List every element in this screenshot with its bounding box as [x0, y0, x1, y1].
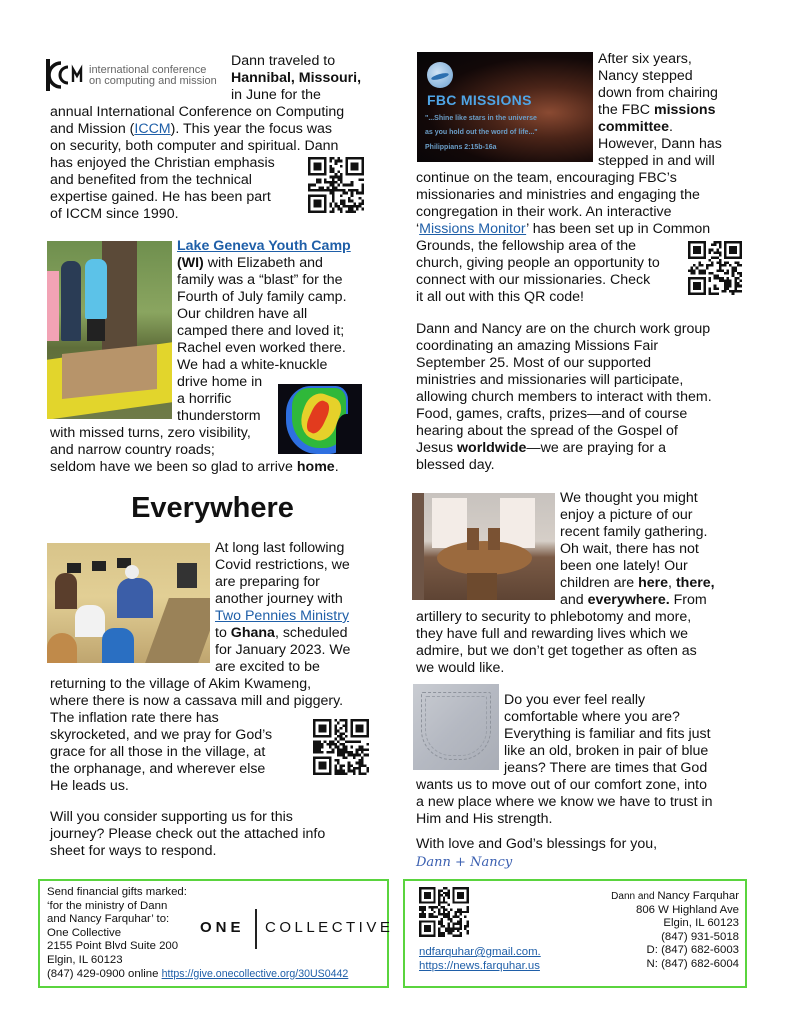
ghana-qr-code[interactable] — [313, 719, 369, 775]
ghana-text-6b: , scheduled — [274, 625, 348, 641]
ghana-text-7: for January 2023. We — [215, 642, 351, 658]
dining-room-photo — [412, 493, 555, 600]
fair-text-9: blessed day. — [416, 457, 495, 473]
gifts-line-2: ‘for the ministry of Dann — [47, 899, 168, 912]
camp-text-7: We had a white-knuckle — [177, 357, 328, 373]
ghana-text-6 — [215, 625, 348, 642]
fair-text-2: coordinating an amazing Missions Fair — [416, 338, 659, 354]
fbc-text-4a: the FBC — [598, 102, 654, 118]
iccm-link[interactable]: ICCM — [134, 121, 171, 137]
iccm-text-9: expertise gained. He has been part — [50, 189, 271, 205]
iccm-text-5 — [50, 121, 332, 138]
ghana-text-16: Will you consider supporting us for this — [50, 809, 293, 825]
fbc-text-15: it all out with this QR code! — [416, 289, 584, 305]
camp-text-1 — [177, 255, 323, 272]
contact-name-prefix: Dann and — [611, 891, 658, 902]
fbc-text-4 — [598, 102, 716, 119]
fbc-text-7: stepped in and will — [598, 153, 715, 169]
gifts-line-7 — [47, 968, 348, 982]
contact-name — [611, 890, 739, 904]
family-text-1: We thought you might — [560, 490, 698, 506]
ghana-text-2: Covid restrictions, we — [215, 557, 350, 573]
gifts-line-4: One Collective — [47, 926, 122, 939]
iccm-text-6: on security, both computer and spiritual. Dann — [50, 138, 339, 154]
gifts-box — [38, 879, 394, 988]
contact-phone: (847) 931-5018 — [661, 930, 739, 943]
fbc-text-11 — [416, 221, 710, 238]
fbc-text-6: However, Dann has — [598, 136, 722, 152]
family-comma: , — [668, 575, 676, 591]
contact-phone-n: N: (847) 682-6004 — [646, 957, 739, 970]
fbc-text-11b: ’ has been set up in Common — [526, 221, 711, 237]
ghana-text-13: grace for all those in the village, at — [50, 744, 266, 760]
page-heading: Everywhere — [131, 492, 294, 524]
two-pennies-link[interactable]: Two Pennies Ministry — [215, 608, 350, 624]
gifts-line-1: Send financial gifts marked: — [47, 886, 187, 898]
fair-text-4: ministries and missionaries will participate, — [416, 372, 684, 388]
family-text-9: they have full and rewarding lives which we — [416, 626, 689, 642]
gifts-phone: (847) 429-0900 online — [47, 967, 162, 980]
gifts-line-5: 2155 Point Blvd Suite 200 — [47, 940, 179, 953]
iccm-text-8: and benefited from the technical — [50, 172, 252, 188]
iccm-logo-line2: on computing and mission — [89, 75, 217, 87]
contact-address-2: Elgin, IL 60123 — [663, 917, 739, 930]
fbc-image-ref: Philippians 2:15b-16a — [425, 144, 497, 151]
fbc-logo-icon — [427, 62, 453, 88]
camp-text-1a: with Elizabeth and — [203, 255, 323, 271]
one-collective-logo — [200, 907, 394, 949]
iccm-text-5a: and Mission ( — [50, 121, 135, 137]
camp-text-5: camped there and loved it; — [177, 323, 345, 339]
jeans-text-4: like an old, broken in pair of blue — [504, 743, 709, 759]
give-link[interactable]: https://give.onecollective.org/30US0442 — [161, 967, 349, 980]
iccm-logo-line1: international conference — [89, 64, 207, 76]
family-text-7 — [560, 592, 707, 609]
contact-box — [403, 879, 747, 988]
jeans-text-3: Everything is familiar and fits just — [504, 726, 711, 742]
camp-text-6: Rachel even worked there. — [177, 340, 346, 356]
fbc-text-2: Nancy stepped — [598, 68, 693, 84]
camp-home: home — [296, 459, 335, 475]
camp-text-2: family was a “blast” for the — [177, 272, 343, 288]
camp-text-13 — [50, 459, 339, 476]
ghana-text-3: are preparing for — [215, 574, 320, 590]
fair-text-6: Food, games, crafts, prizes—and of course — [416, 406, 688, 422]
ghana-text-14: the orphanage, and wherever else — [50, 761, 266, 777]
ghana-text-18: sheet for ways to respond. — [50, 843, 217, 859]
camp-link[interactable] — [177, 238, 351, 255]
logo-divider — [255, 909, 257, 949]
fbc-text-8: continue on the team, encouraging FBC’s — [416, 170, 677, 186]
family-text-4: Oh wait, there has not — [560, 541, 699, 557]
fair-text-8a: Jesus — [416, 440, 458, 456]
ghana-text-11: The inflation rate there has — [50, 710, 219, 726]
family-text-8: artillery to security to phlebotomy and more, — [416, 609, 692, 625]
jeans-text-6: wants us to move out of our comfort zone, into — [416, 777, 707, 793]
camp-text-13a: seldom have we been so glad to arrive — [50, 459, 297, 475]
iccm-text-7: has enjoyed the Christian emphasis — [50, 155, 275, 171]
camp-photo — [47, 241, 172, 419]
ghana-text-15: He leads us. — [50, 778, 129, 794]
ghana-text-12: skyrocketed, and we pray for God’s — [50, 727, 273, 743]
iccm-logo-icon — [44, 58, 86, 92]
fbc-text-13: church, giving people an opportunity to — [416, 255, 660, 271]
camp-text-9: a horrific — [177, 391, 232, 407]
radar-image — [278, 384, 362, 454]
signature: Dann + Nancy — [416, 855, 513, 870]
fbc-text-9: missionaries and ministries and engaging the — [416, 187, 700, 203]
fair-text-7: hearing about the spread of the Gospel of — [416, 423, 678, 439]
iccm-text-2: Hannibal, Missouri, — [231, 70, 362, 86]
iccm-logo — [44, 58, 226, 92]
gifts-line-3: and Nancy Farquhar’ to: — [47, 913, 170, 926]
ghana-bold: Ghana — [230, 625, 275, 641]
iccm-text-3: in June for the — [231, 87, 321, 103]
fbc-image-title: FBC MISSIONS — [427, 92, 532, 108]
fbc-quote-open: ‘ — [416, 221, 420, 237]
closing-text: With love and God’s blessings for you, — [416, 836, 658, 852]
family-here: here — [638, 575, 669, 591]
family-text-10: admire, but we don’t get together as often as — [416, 643, 697, 659]
family-text-5: been one lately! Our — [560, 558, 688, 574]
missions-monitor-link[interactable]: Missions Monitor — [419, 221, 527, 237]
family-text-6a: children are — [560, 575, 639, 591]
family-everywhere: everywhere. — [587, 592, 670, 608]
logo-collective: COLLECTIVE — [265, 919, 394, 936]
fair-text-3: September 25. Most of our supported — [416, 355, 652, 371]
iccm-qr-code[interactable] — [308, 157, 364, 213]
iccm-text-4: annual International Conference on Computing — [50, 104, 345, 120]
family-from: From — [669, 592, 707, 608]
camp-text-4: Our children have all — [177, 306, 308, 322]
fair-text-5: allowing church members to interact with them. — [416, 389, 712, 405]
fbc-text-3: down from chairing — [598, 85, 718, 101]
family-text-11: we would like. — [416, 660, 505, 676]
jeans-text-7: a new place where we know we have to trust in — [416, 794, 713, 810]
gifts-line-6: Elgin, IL 60123 — [47, 953, 123, 966]
fbc-image-quote2: as you hold out the word of life..." — [425, 129, 538, 136]
family-and: and — [560, 592, 588, 608]
fbc-text-12: Grounds, the fellowship area of the — [416, 238, 637, 254]
family-text-2: enjoy a picture of our — [560, 507, 693, 523]
camp-text-12: and narrow country roads; — [50, 442, 215, 458]
ghana-text-1: At long last following — [215, 540, 345, 556]
ghana-text-4: another journey with — [215, 591, 343, 607]
fbc-text-14: connect with our missionaries. Check — [416, 272, 651, 288]
fbc-image-quote1: "...Shine like stars in the universe — [425, 115, 537, 122]
ghana-text-17: journey? Please check out the attached info — [50, 826, 326, 842]
fbc-qr-code[interactable] — [688, 241, 742, 295]
contact-links — [419, 946, 541, 973]
camp-link-text[interactable]: Lake Geneva Youth Camp — [177, 238, 351, 254]
logo-one: ONE — [200, 919, 245, 936]
jeans-text-5: jeans? There are times that God — [504, 760, 708, 776]
family-there: there, — [675, 575, 715, 591]
jeans-text-2: comfortable where you are? — [504, 709, 680, 725]
camp-text-10: thunderstorm — [177, 408, 261, 424]
camp-text-11: with missed turns, zero visibility, — [50, 425, 251, 441]
iccm-text-1: Dann traveled to — [231, 53, 336, 69]
fbc-text-1: After six years, — [598, 51, 692, 67]
fair-text-8 — [416, 440, 666, 457]
family-text-6 — [560, 575, 715, 592]
ghana-text-9: returning to the village of Akim Kwameng, — [50, 676, 312, 692]
fbc-text-10: congregation in their work. An interactive — [416, 204, 672, 220]
iccm-text-5b: ). This year the focus was — [170, 121, 333, 137]
fbc-period: . — [668, 119, 673, 135]
fbc-missions-image — [417, 52, 593, 162]
contact-phone-d: D: (847) 682-6003 — [646, 944, 739, 957]
two-pennies-link-wrap[interactable] — [215, 608, 349, 625]
website-link[interactable]: https://news.farquhar.us — [419, 959, 540, 972]
contact-address — [611, 890, 739, 972]
fbc-committee-bold: committee — [598, 119, 669, 135]
fair-worldwide: worldwide — [457, 440, 527, 456]
jeans-pocket-photo — [413, 684, 499, 770]
email-link[interactable]: ndfarquhar@gmail.com. — [419, 946, 541, 958]
ghana-text-10: where there is now a cassava mill and piggery. — [50, 693, 344, 709]
jeans-text-8: Him and His strength. — [416, 811, 553, 827]
camp-text-3: Fourth of July family camp. — [177, 289, 347, 305]
jeans-text-1: Do you ever feel really — [504, 692, 646, 708]
contact-qr-code[interactable] — [419, 887, 469, 937]
fair-text-1: Dann and Nancy are on the church work group — [416, 321, 711, 337]
fair-text-8b: —we are praying for a — [526, 440, 666, 456]
fbc-missions-bold: missions — [653, 102, 716, 118]
camp-text-8: drive home in — [177, 374, 263, 390]
camp-wi: (WI) — [177, 255, 204, 271]
contact-address-1: 806 W Highland Ave — [635, 903, 739, 916]
iccm-text-10: of ICCM since 1990. — [50, 206, 179, 222]
ghana-photo — [47, 543, 210, 663]
fbc-text-5 — [598, 119, 673, 136]
camp-period: . — [334, 459, 339, 475]
contact-name-rest: Nancy Farquhar — [657, 890, 739, 902]
family-text-3: recent family gathering. — [560, 524, 708, 540]
ghana-text-6a: to — [215, 625, 231, 641]
ghana-text-8: are excited to be — [215, 659, 320, 675]
